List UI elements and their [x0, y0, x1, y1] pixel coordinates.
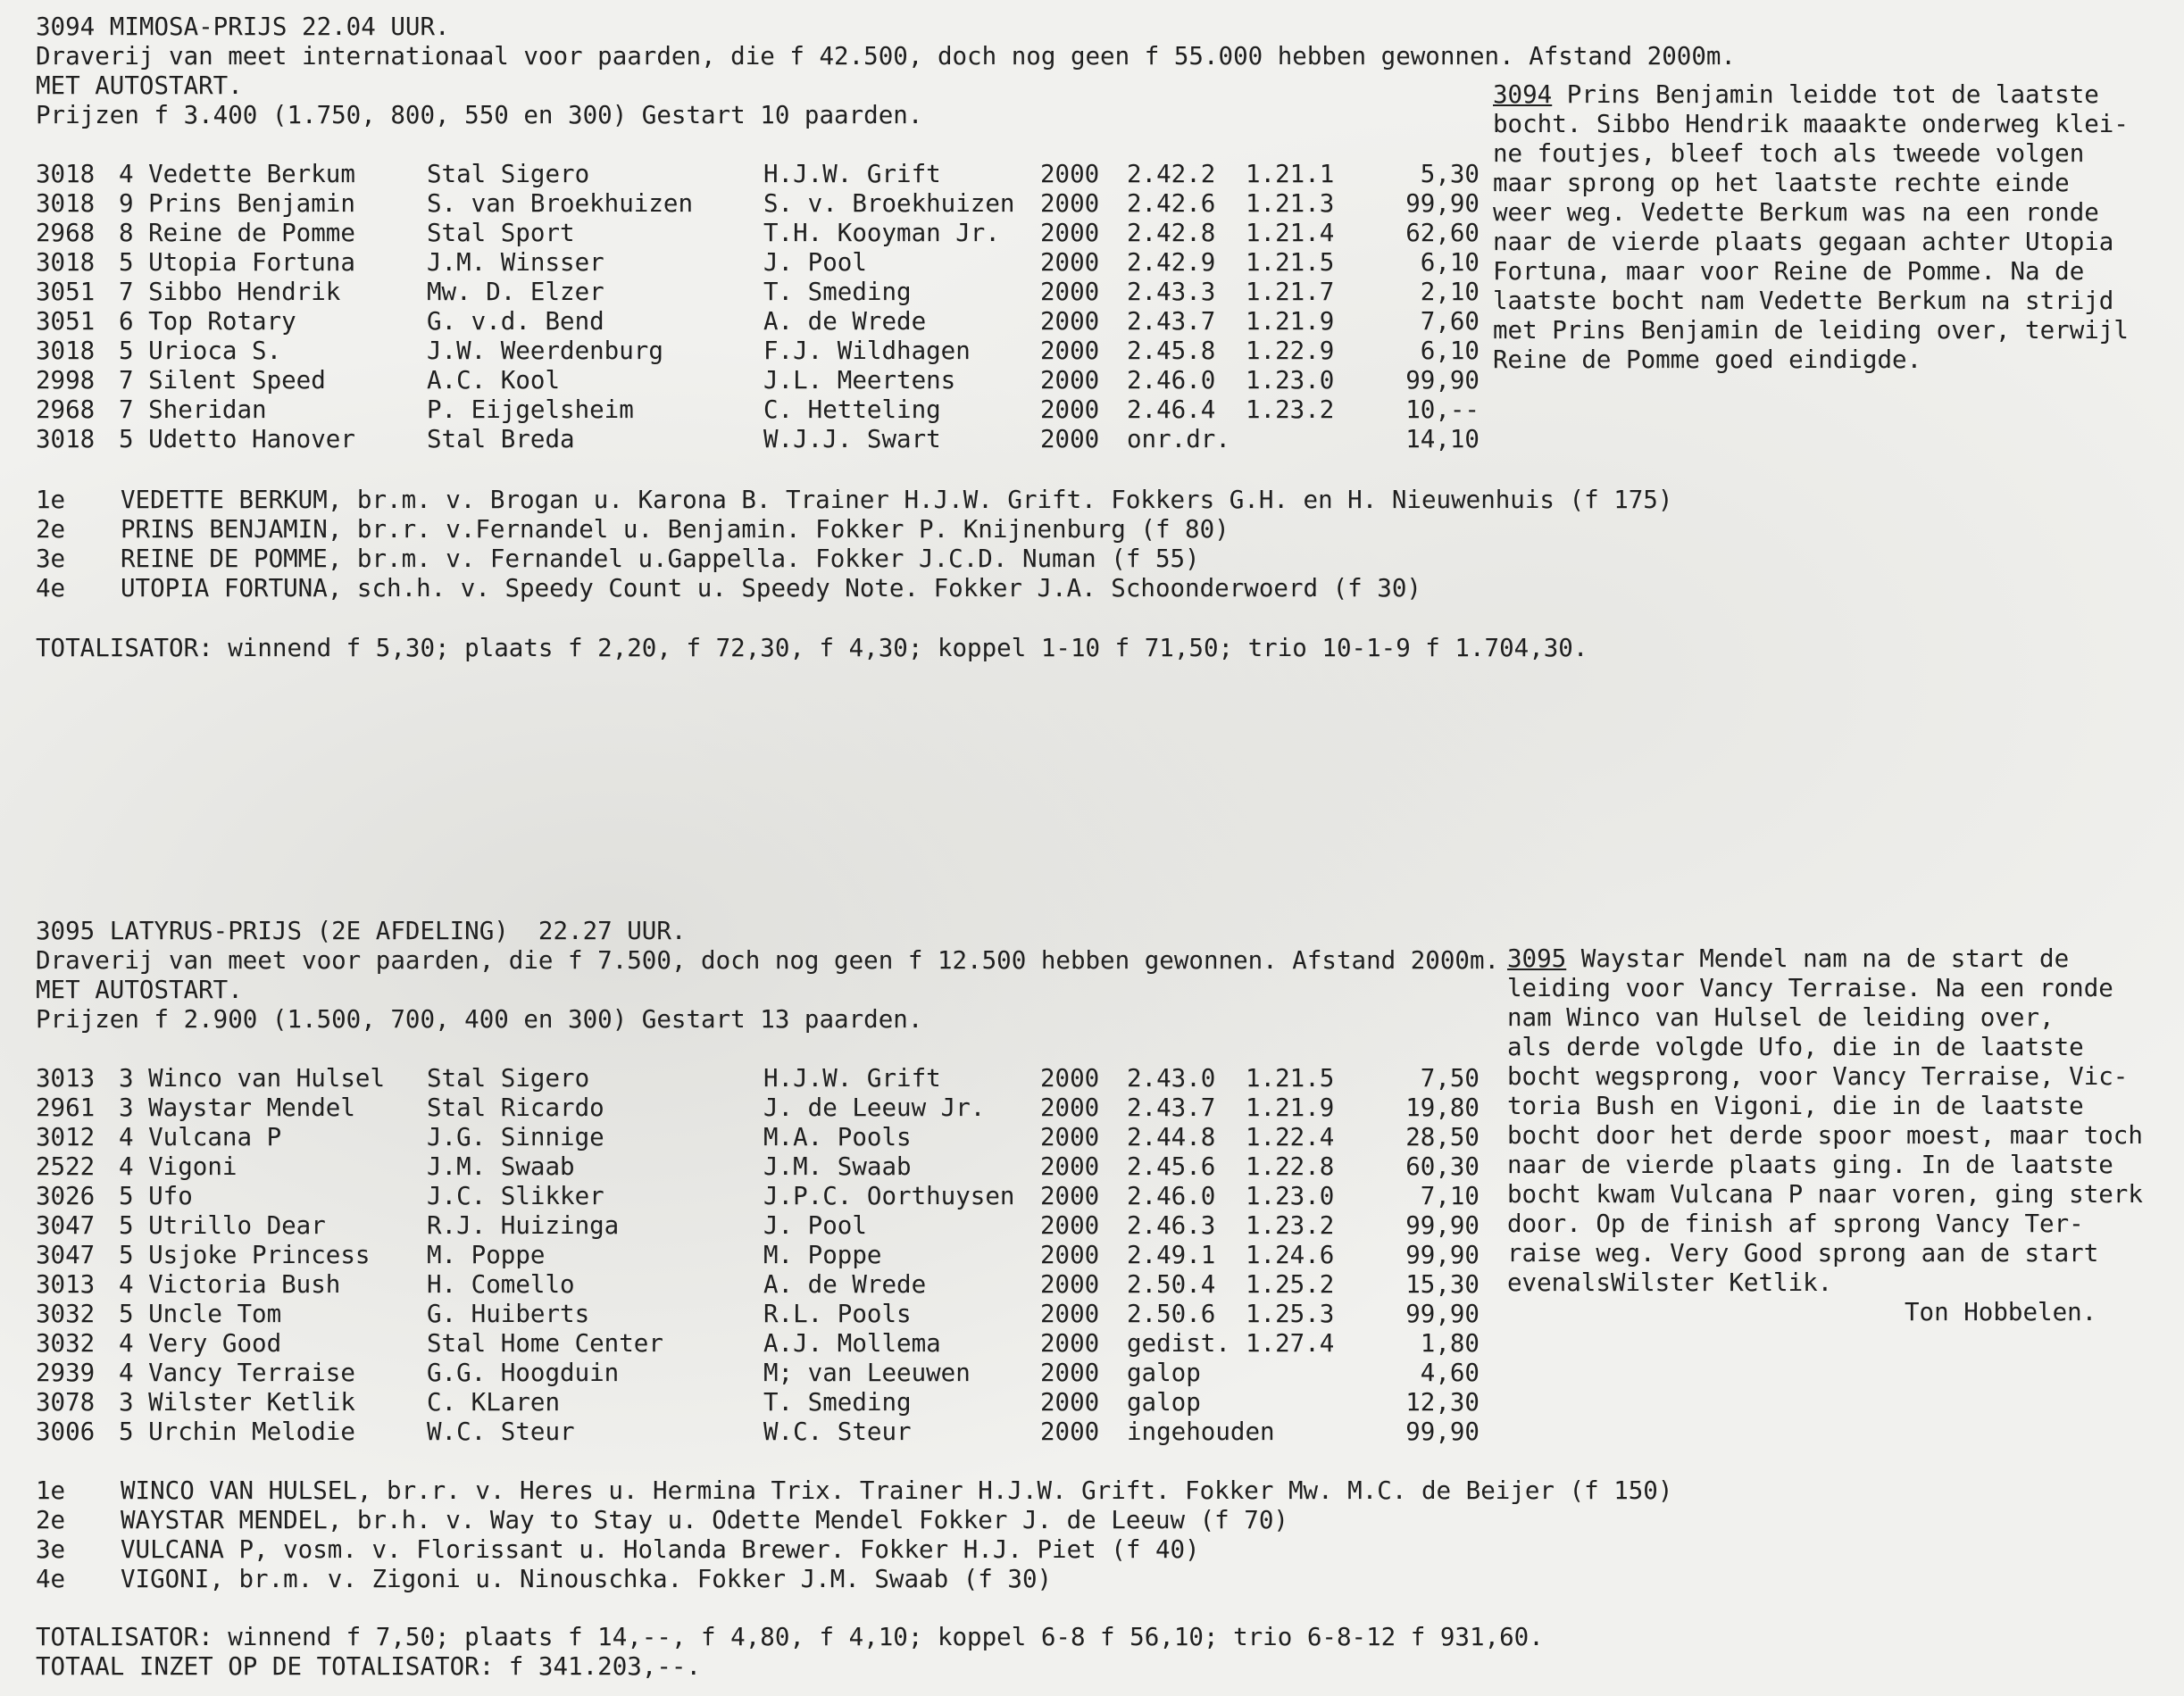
distance-cell: 2000 — [1040, 337, 1100, 365]
placing-3-text: REINE DE POMME, br.m. v. Fernandel u.Gappella. Fokker J.C.D. Numan (f 55) — [121, 545, 1200, 573]
race-number-cell: 3032 — [36, 1329, 96, 1358]
placing-2-text: WAYSTAR MENDEL, br.h. v. Way to Stay u. Odette Mendel Fokker J. de Leeuw (f 70) — [121, 1506, 1288, 1534]
odds-cell: 10,-- — [1405, 395, 1480, 424]
driver-cell: R.L. Pools — [763, 1300, 912, 1328]
owner-cell: W.C. Steur — [427, 1417, 575, 1446]
race-number-cell: 2522 — [36, 1152, 96, 1181]
table-row — [0, 1152, 1518, 1182]
table-row — [0, 1359, 1518, 1388]
comment-line: met Prins Benjamin de leiding over, terwijl — [1493, 316, 2129, 345]
placing-1: 1e — [36, 1476, 66, 1505]
race-number-cell: 3047 — [36, 1211, 96, 1240]
totalisator: TOTALISATOR: winnend f 7,50; plaats f 14,--, f 4,80, f 4,10; koppel 6-8 f 56,10; trio 6-8-12 f 931,60. — [36, 1623, 1544, 1651]
distance-cell: 2000 — [1040, 160, 1100, 188]
distance-cell: 2000 — [1040, 1064, 1100, 1093]
owner-cell: P. Eijgelsheim — [427, 395, 634, 424]
km-time-cell: 1.23.0 — [1246, 1182, 1335, 1210]
km-time-cell: 1.21.4 — [1246, 219, 1335, 247]
owner-cell: J.M. Winsser — [427, 248, 604, 277]
km-time-cell: 1.25.2 — [1246, 1270, 1335, 1299]
totalisator: TOTALISATOR: winnend f 5,30; plaats f 2,20, f 72,30, f 4,30; koppel 1-10 f 71,50; trio 10-1-9 f 1.704,30. — [36, 634, 1588, 662]
driver-cell: W.C. Steur — [763, 1417, 912, 1446]
horse-cell: 3 Winco van Hulsel — [119, 1064, 386, 1093]
comment-line: door. Op de finish af sprong Vancy Ter- — [1507, 1210, 2084, 1238]
owner-cell: M. Poppe — [427, 1241, 546, 1269]
race-number-cell: 2998 — [36, 366, 96, 395]
time-cell: galop — [1127, 1388, 1201, 1417]
driver-cell: J. de Leeuw Jr. — [763, 1093, 986, 1122]
placing-rank: 1e — [36, 486, 66, 514]
driver-cell: A. de Wrede — [763, 1270, 927, 1299]
distance-cell: 2000 — [1040, 395, 1100, 424]
comment-line: bocht door het derde spoor moest, maar toch — [1507, 1121, 2143, 1150]
horse-cell: 3 Waystar Mendel — [119, 1093, 355, 1122]
distance-cell: 2000 — [1040, 1123, 1100, 1151]
time-cell: 2.42.9 — [1127, 248, 1216, 277]
distance-cell: 2000 — [1040, 1241, 1100, 1269]
odds-cell: 99,90 — [1405, 366, 1480, 395]
distance-cell: 2000 — [1040, 1182, 1100, 1210]
owner-cell: J.G. Sinnige — [427, 1123, 604, 1151]
race-prizes: Prijzen f 2.900 (1.500, 700, 400 en 300) Gestart 13 paarden. — [36, 1005, 923, 1034]
table-row — [0, 1093, 1518, 1123]
time-cell: 2.46.3 — [1127, 1211, 1216, 1240]
odds-cell: 99,90 — [1405, 1241, 1480, 1269]
owner-cell: Stal Home Center — [427, 1329, 663, 1358]
odds-cell: 4,60 — [1420, 1359, 1480, 1387]
time-cell: ingehouden — [1127, 1417, 1275, 1446]
horse-cell: 4 Very Good — [119, 1329, 282, 1358]
comment-line: naar de vierde plaats gegaan achter Utopia — [1493, 228, 2114, 256]
distance-cell: 2000 — [1040, 1417, 1100, 1446]
owner-cell: G. Huiberts — [427, 1300, 590, 1328]
comment-line: leiding voor Vancy Terraise. Na een ronde — [1507, 974, 2113, 1002]
owner-cell: J.M. Swaab — [427, 1152, 575, 1181]
table-row — [0, 307, 1518, 337]
comment-line: bocht kwam Vulcana P naar voren, ging sterk — [1507, 1180, 2143, 1209]
distance-cell: 2000 — [1040, 1093, 1100, 1122]
race-number-cell: 3018 — [36, 248, 96, 277]
distance-cell: 2000 — [1040, 219, 1100, 247]
horse-cell: 8 Reine de Pomme — [119, 219, 355, 247]
race-number-cell: 3018 — [36, 425, 96, 453]
race-number-cell: 3006 — [36, 1417, 96, 1446]
owner-cell: A.C. Kool — [427, 366, 561, 395]
km-time-cell: 1.21.9 — [1246, 1093, 1335, 1122]
distance-cell: 2000 — [1040, 1300, 1100, 1328]
driver-cell: J. Pool — [763, 248, 867, 277]
placing-4: 4e — [36, 574, 66, 603]
driver-cell: S. v. Broekhuizen — [763, 189, 1015, 218]
comment-race-number: 3095 — [1507, 944, 1567, 973]
time-cell: 2.46.0 — [1127, 1182, 1216, 1210]
owner-cell: C. KLaren — [427, 1388, 561, 1417]
horse-cell: 4 Victoria Bush — [119, 1270, 341, 1299]
race-number-cell: 3051 — [36, 278, 96, 306]
time-cell: 2.42.2 — [1127, 160, 1216, 188]
time-cell: 2.44.8 — [1127, 1123, 1216, 1151]
comment-line: bocht wegsprong, voor Vancy Terraise, Vic- — [1507, 1062, 2129, 1091]
odds-cell: 99,90 — [1405, 1300, 1480, 1328]
table-row — [0, 1417, 1518, 1447]
driver-cell: W.J.J. Swart — [763, 425, 941, 453]
comment-line: evenalsWilster Ketlik. — [1507, 1268, 1833, 1297]
km-time-cell: 1.24.6 — [1246, 1241, 1335, 1269]
time-cell: 2.45.8 — [1127, 337, 1216, 365]
table-row — [0, 395, 1518, 425]
distance-cell: 2000 — [1040, 189, 1100, 218]
table-row — [0, 189, 1518, 219]
driver-cell: T. Smeding — [763, 278, 912, 306]
time-cell: 2.42.8 — [1127, 219, 1216, 247]
horse-cell: 3 Wilster Ketlik — [119, 1388, 355, 1417]
distance-cell: 2000 — [1040, 1270, 1100, 1299]
odds-cell: 99,90 — [1405, 1417, 1480, 1446]
km-time-cell: 1.22.8 — [1246, 1152, 1335, 1181]
comment-line: Waystar Mendel nam na de start de — [1566, 944, 2070, 973]
time-cell: 2.49.1 — [1127, 1241, 1216, 1269]
time-cell: 2.43.7 — [1127, 307, 1216, 336]
odds-cell: 99,90 — [1405, 1211, 1480, 1240]
horse-cell: 7 Sibbo Hendrik — [119, 278, 341, 306]
table-row — [0, 160, 1518, 189]
comment-line: ne foutjes, bleef toch als tweede volgen — [1493, 139, 2085, 168]
race-number-cell: 2939 — [36, 1359, 96, 1387]
driver-cell: M. Poppe — [763, 1241, 882, 1269]
horse-cell: 7 Sheridan — [119, 395, 267, 424]
owner-cell: Stal Breda — [427, 425, 575, 453]
distance-cell: 2000 — [1040, 1359, 1100, 1387]
owner-cell: Stal Sigero — [427, 1064, 590, 1093]
race-number-cell: 2968 — [36, 395, 96, 424]
comment-line: Prins Benjamin leidde tot de laatste — [1552, 80, 2099, 109]
horse-cell: 5 Udetto Hanover — [119, 425, 355, 453]
km-time-cell: 1.23.0 — [1246, 366, 1335, 395]
placing-3: 3e — [36, 1535, 66, 1564]
km-time-cell: 1.21.9 — [1246, 307, 1335, 336]
race-start-type: MET AUTOSTART. — [36, 71, 243, 100]
driver-cell: H.J.W. Grift — [763, 1064, 941, 1093]
horse-cell: 4 Vigoni — [119, 1152, 238, 1181]
table-row — [0, 1211, 1518, 1241]
driver-cell: T.H. Kooyman Jr. — [763, 219, 1000, 247]
driver-cell: J. Pool — [763, 1211, 867, 1240]
race-conditions: Draverij van meet voor paarden, die f 7.500, doch nog geen f 12.500 hebben gewonnen. Afstand 2000m. — [36, 946, 1500, 975]
race-number-cell: 3078 — [36, 1388, 96, 1417]
horse-cell: 7 Silent Speed — [119, 366, 326, 395]
km-time-cell: 1.25.3 — [1246, 1300, 1335, 1328]
horse-cell: 4 Vulcana P — [119, 1123, 282, 1151]
owner-cell: Stal Sigero — [427, 160, 590, 188]
table-row — [0, 1064, 1518, 1093]
owner-cell: Stal Ricardo — [427, 1093, 604, 1122]
km-time-cell: 1.21.7 — [1246, 278, 1335, 306]
comment-line: toria Bush en Vigoni, die in de laatste — [1507, 1092, 2084, 1120]
comment-line: Reine de Pomme goed eindigde. — [1493, 345, 1922, 374]
time-cell: 2.43.7 — [1127, 1093, 1216, 1122]
km-time-cell: 1.21.1 — [1246, 160, 1335, 188]
race-number-cell: 2968 — [36, 219, 96, 247]
placing-4-text: VIGONI, br.m. v. Zigoni u. Ninouschka. Fokker J.M. Swaab (f 30) — [121, 1565, 1053, 1593]
table-row — [0, 1270, 1518, 1300]
time-cell: 2.45.6 — [1127, 1152, 1216, 1181]
placing-2: 2e — [36, 515, 66, 544]
owner-cell: S. van Broekhuizen — [427, 189, 694, 218]
horse-cell: 4 Vancy Terraise — [119, 1359, 355, 1387]
owner-cell: J.W. Weerdenburg — [427, 337, 663, 365]
table-row — [0, 278, 1518, 307]
comment-line: Fortuna, maar voor Reine de Pomme. Na de — [1493, 257, 2085, 286]
comment-line: naar de vierde plaats ging. In de laatste — [1507, 1151, 2113, 1179]
race-conditions: Draverij van meet internationaal voor paarden, die f 42.500, doch nog geen f 55.000 hebben gewonnen. Afstand 2000m. — [36, 42, 1736, 71]
driver-cell: C. Hetteling — [763, 395, 941, 424]
owner-cell: J.C. Slikker — [427, 1182, 604, 1210]
race-number-cell: 3051 — [36, 307, 96, 336]
totaal-inzet: TOTAAL INZET OP DE TOTALISATOR: f 341.203,--. — [36, 1652, 702, 1681]
km-time-cell: 1.23.2 — [1246, 395, 1335, 424]
driver-cell: F.J. Wildhagen — [763, 337, 971, 365]
distance-cell: 2000 — [1040, 1388, 1100, 1417]
km-time-cell: 1.21.5 — [1246, 248, 1335, 277]
table-row — [0, 219, 1518, 248]
placing-3-text: VULCANA P, vosm. v. Florissant u. Holanda Brewer. Fokker H.J. Piet (f 40) — [121, 1535, 1200, 1564]
odds-cell: 7,60 — [1420, 307, 1480, 336]
driver-cell: M.A. Pools — [763, 1123, 912, 1151]
time-cell: 2.43.0 — [1127, 1064, 1216, 1093]
distance-cell: 2000 — [1040, 366, 1100, 395]
owner-cell: G. v.d. Bend — [427, 307, 604, 336]
placing-4-text: UTOPIA FORTUNA, sch.h. v. Speedy Count u. Speedy Note. Fokker J.A. Schoonderwoerd (f 30) — [121, 574, 1421, 603]
comment-line: weer weg. Vedette Berkum was na een ronde — [1493, 198, 2099, 227]
race-number-cell: 3013 — [36, 1064, 96, 1093]
odds-cell: 7,50 — [1420, 1064, 1480, 1093]
placing-2-text: PRINS BENJAMIN, br.r. v.Fernandel u. Benjamin. Fokker P. Knijnenburg (f 80) — [121, 515, 1230, 544]
race-prizes: Prijzen f 3.400 (1.750, 800, 550 en 300) Gestart 10 paarden. — [36, 101, 923, 129]
placing-1-text: VEDETTE BERKUM, br.m. v. Brogan u. Karona B. Trainer H.J.W. Grift. Fokkers G.H. en H. Nieuwenhuis (f 175) — [121, 486, 1673, 514]
race-start-type: MET AUTOSTART. — [36, 976, 243, 1004]
driver-cell: A. de Wrede — [763, 307, 927, 336]
race-number-cell: 3026 — [36, 1182, 96, 1210]
placing-2: 2e — [36, 1506, 66, 1534]
owner-cell: R.J. Huizinga — [427, 1211, 620, 1240]
table-row — [0, 425, 1518, 454]
km-time-cell: 1.21.5 — [1246, 1064, 1335, 1093]
owner-cell: Mw. D. Elzer — [427, 278, 604, 306]
odds-cell: 2,10 — [1420, 278, 1480, 306]
odds-cell: 14,10 — [1405, 425, 1480, 453]
comment-line: bocht. Sibbo Hendrik maaakte onderweg klei- — [1493, 110, 2129, 138]
comment-line: maar sprong op het laatste rechte einde — [1493, 169, 2070, 197]
time-cell: galop — [1127, 1359, 1201, 1387]
driver-cell: J.P.C. Oorthuysen — [763, 1182, 1015, 1210]
horse-cell: 5 Urioca S. — [119, 337, 282, 365]
horse-cell: 5 Ufo — [119, 1182, 193, 1210]
comment-race-number: 3094 — [1493, 80, 1553, 109]
time-cell: 2.50.6 — [1127, 1300, 1216, 1328]
odds-cell: 60,30 — [1405, 1152, 1480, 1181]
odds-cell: 6,10 — [1420, 337, 1480, 365]
race-title: 3094 MIMOSA-PRIJS 22.04 UUR. — [36, 12, 450, 41]
horse-cell: 5 Usjoke Princess — [119, 1241, 371, 1269]
horse-cell: 5 Uncle Tom — [119, 1300, 282, 1328]
race-number-cell: 3013 — [36, 1270, 96, 1299]
placing-1-text: WINCO VAN HULSEL, br.r. v. Heres u. Hermina Trix. Trainer H.J.W. Grift. Fokker Mw. M.C. de Beijer (f 150) — [121, 1476, 1673, 1505]
race-number-cell: 3018 — [36, 337, 96, 365]
race-number-cell: 3012 — [36, 1123, 96, 1151]
km-time-cell: 1.22.4 — [1246, 1123, 1335, 1151]
owner-cell: Stal Sport — [427, 219, 575, 247]
driver-cell: T. Smeding — [763, 1388, 912, 1417]
comment-author: Ton Hobbelen. — [1905, 1298, 2097, 1326]
km-time-cell: 1.21.3 — [1246, 189, 1335, 218]
odds-cell: 99,90 — [1405, 189, 1480, 218]
driver-cell: A.J. Mollema — [763, 1329, 941, 1358]
odds-cell: 7,10 — [1420, 1182, 1480, 1210]
driver-cell: J.M. Swaab — [763, 1152, 912, 1181]
comment-line: raise weg. Very Good sprong aan de start — [1507, 1239, 2099, 1268]
table-row — [0, 1123, 1518, 1152]
odds-cell: 19,80 — [1405, 1093, 1480, 1122]
time-cell: 2.46.4 — [1127, 395, 1216, 424]
race-number-cell: 2961 — [36, 1093, 96, 1122]
horse-cell: 4 Vedette Berkum — [119, 160, 355, 188]
km-time-cell: 1.22.9 — [1246, 337, 1335, 365]
km-time-cell: 1.27.4 — [1246, 1329, 1335, 1358]
time-cell: 2.50.4 — [1127, 1270, 1216, 1299]
table-row — [0, 366, 1518, 395]
comment-line: als derde volgde Ufo, die in de laatste — [1507, 1033, 2084, 1061]
time-cell: 2.46.0 — [1127, 366, 1216, 395]
horse-cell: 6 Top Rotary — [119, 307, 296, 336]
table-row — [0, 1300, 1518, 1329]
odds-cell: 28,50 — [1405, 1123, 1480, 1151]
horse-cell: 5 Urchin Melodie — [119, 1417, 355, 1446]
race-number-cell: 3018 — [36, 189, 96, 218]
odds-cell: 5,30 — [1420, 160, 1480, 188]
race-number-cell: 3018 — [36, 160, 96, 188]
horse-cell: 5 Utrillo Dear — [119, 1211, 326, 1240]
odds-cell: 1,80 — [1420, 1329, 1480, 1358]
placing-1 — [36, 486, 65, 515]
time-cell: 2.43.3 — [1127, 278, 1216, 306]
distance-cell: 2000 — [1040, 248, 1100, 277]
table-row — [0, 248, 1518, 278]
distance-cell: 2000 — [1040, 1152, 1100, 1181]
distance-cell: 2000 — [1040, 1329, 1100, 1358]
owner-cell: H. Comello — [427, 1270, 575, 1299]
distance-cell: 2000 — [1040, 278, 1100, 306]
comment-line: laatste bocht nam Vedette Berkum na strijd — [1493, 287, 2114, 315]
odds-cell: 62,60 — [1405, 219, 1480, 247]
odds-cell: 15,30 — [1405, 1270, 1480, 1299]
table-row — [0, 1388, 1518, 1417]
table-row — [0, 1182, 1518, 1211]
horse-cell: 9 Prins Benjamin — [119, 189, 355, 218]
horse-cell: 5 Utopia Fortuna — [119, 248, 355, 277]
km-time-cell: 1.23.2 — [1246, 1211, 1335, 1240]
time-cell: 2.42.6 — [1127, 189, 1216, 218]
time-cell: gedist. — [1127, 1329, 1230, 1358]
race-title: 3095 LATYRUS-PRIJS (2E AFDELING) 22.27 UUR. — [36, 917, 687, 945]
distance-cell: 2000 — [1040, 307, 1100, 336]
driver-cell: H.J.W. Grift — [763, 160, 941, 188]
table-row — [0, 337, 1518, 366]
comment-line: nam Winco van Hulsel de leiding over, — [1507, 1003, 2055, 1032]
distance-cell: 2000 — [1040, 425, 1100, 453]
placing-3: 3e — [36, 545, 66, 573]
distance-cell: 2000 — [1040, 1211, 1100, 1240]
odds-cell: 12,30 — [1405, 1388, 1480, 1417]
odds-cell: 6,10 — [1420, 248, 1480, 277]
owner-cell: G.G. Hoogduin — [427, 1359, 620, 1387]
placing-4: 4e — [36, 1565, 66, 1593]
table-row — [0, 1241, 1518, 1270]
race-number-cell: 3032 — [36, 1300, 96, 1328]
driver-cell: M; van Leeuwen — [763, 1359, 971, 1387]
table-row — [0, 1329, 1518, 1359]
time-cell: onr.dr. — [1127, 425, 1230, 453]
race-number-cell: 3047 — [36, 1241, 96, 1269]
driver-cell: J.L. Meertens — [763, 366, 956, 395]
